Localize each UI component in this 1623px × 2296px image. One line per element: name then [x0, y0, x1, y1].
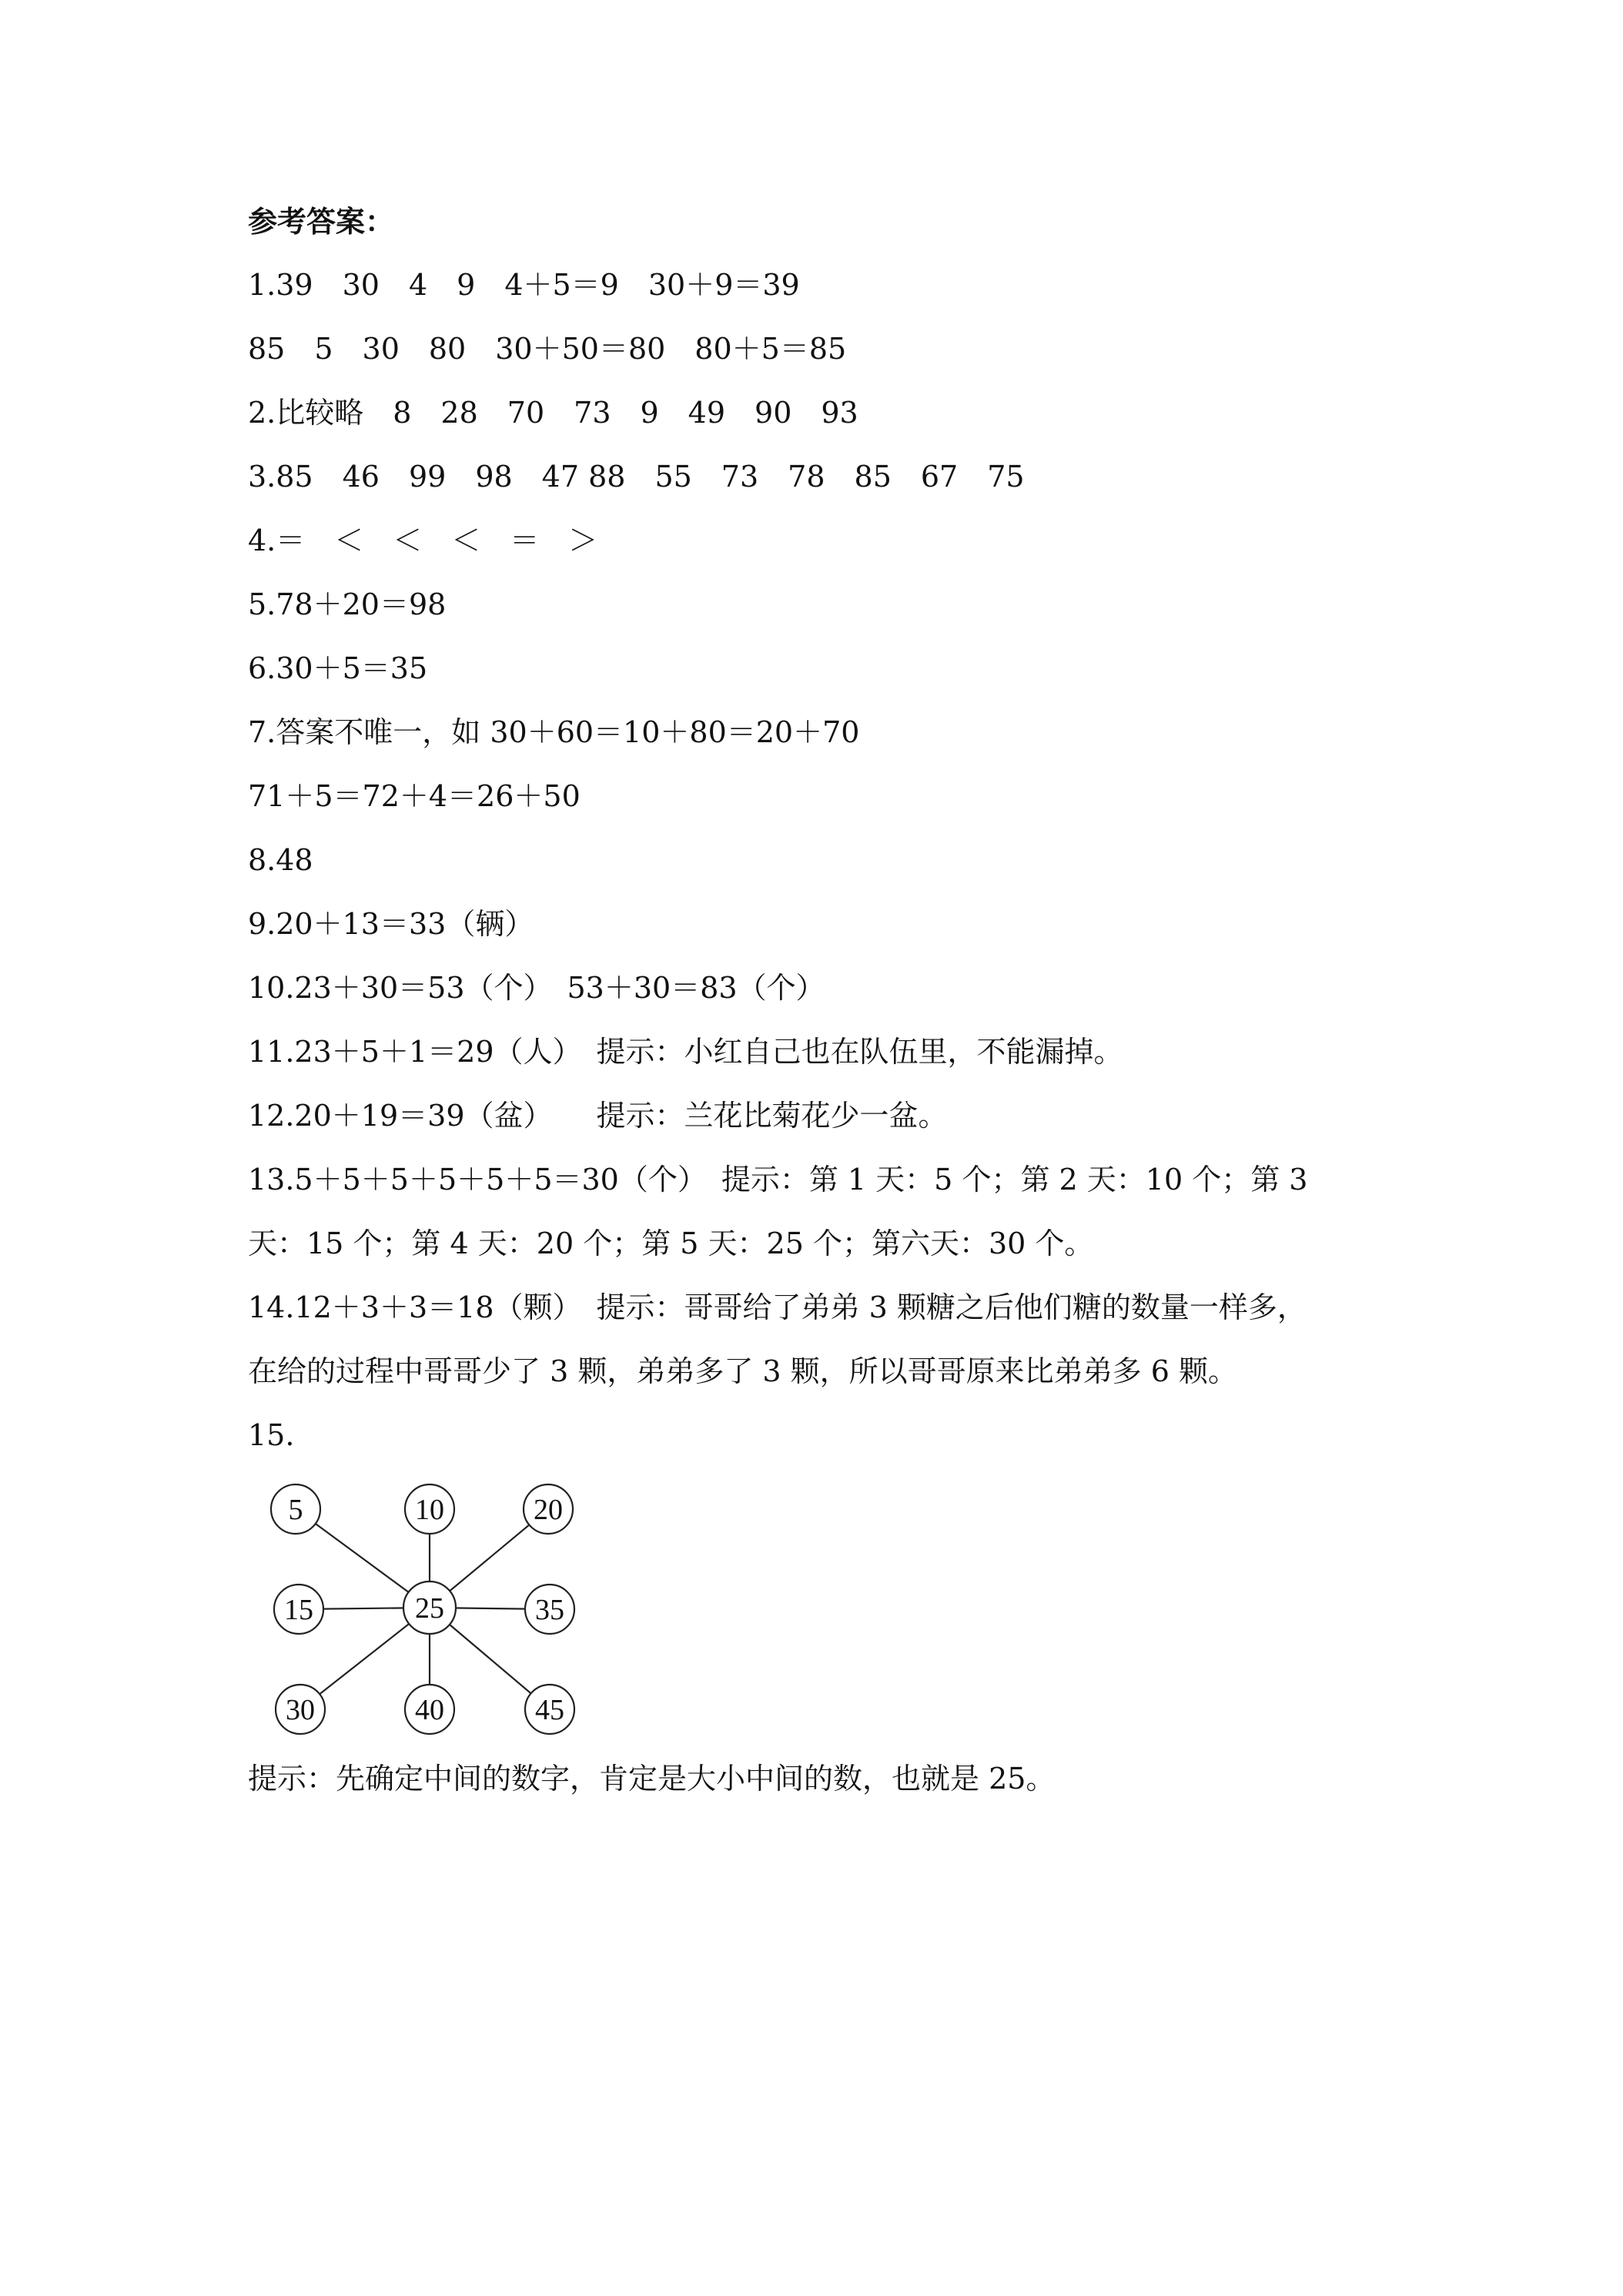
answer-line-2: 85 5 30 80 30＋50＝80 80＋5＝85	[248, 332, 847, 366]
answer-line-6: 5.78＋20＝98	[248, 587, 447, 621]
answer-line-17: 14.12＋3＋3＝18（颗） 提示：哥哥给了弟弟 3 颗糖之后他们糖的数量一样多，	[248, 1290, 1307, 1324]
node-label-10: 10	[415, 1494, 444, 1526]
answer-line-1: 1.39 30 4 9 4＋5＝9 30＋9＝39	[248, 268, 800, 302]
number-star-diagram	[248, 1463, 587, 1740]
answer-line-5: 4.＝ ＜ ＜ ＜ ＝ ＞	[248, 524, 598, 557]
answer-line-15: 13.5＋5＋5＋5＋5＋5＝30（个） 提示：第 1 天：5 个；第 2 天：10 个；第 3	[248, 1163, 1308, 1197]
node-label-5: 5	[288, 1494, 303, 1526]
answer-line-12: 10.23＋30＝53（个） 53＋30＝83（个）	[248, 971, 825, 1005]
answer-line-10: 8.48	[248, 843, 313, 877]
diagram-hint: 提示：先确定中间的数字，肯定是大小中间的数，也就是 25。	[248, 1762, 1056, 1796]
node-label-35: 35	[535, 1594, 564, 1626]
node-label-20: 20	[534, 1494, 563, 1526]
answer-line-13: 11.23＋5＋1＝29（人） 提示：小红自己也在队伍里，不能漏掉。	[248, 1035, 1123, 1069]
answer-line-11: 9.20＋13＝33（辆）	[248, 907, 534, 941]
answer-line-8: 7.答案不唯一，如 30＋60＝10＋80＝20＋70	[248, 715, 860, 749]
node-label-45: 45	[535, 1694, 564, 1726]
page-heading: 参考答案：	[248, 204, 395, 239]
answer-line-4: 3.85 46 99 98 47 88 55 73 78 85 67 75	[248, 460, 1025, 494]
node-label-15: 15	[284, 1594, 313, 1626]
answer-line-3: 2.比较略 8 28 70 73 9 49 90 93	[248, 396, 858, 430]
answer-line-7: 6.30＋5＝35	[248, 651, 428, 685]
answer-line-14: 12.20＋19＝39（盆） 提示：兰花比菊花少一盆。	[248, 1099, 948, 1133]
node-label-40: 40	[415, 1694, 444, 1726]
answer-line-16: 天：15 个；第 4 天：20 个；第 5 天：25 个；第六天：30 个。	[248, 1227, 1094, 1260]
answer-line-9: 71＋5＝72＋4＝26＋50	[248, 779, 581, 813]
node-label-30: 30	[286, 1694, 315, 1726]
answer-line-19: 15.	[248, 1418, 295, 1452]
answer-line-18: 在给的过程中哥哥少了 3 颗，弟弟多了 3 颗，所以哥哥原来比弟弟多 6 颗。	[248, 1354, 1238, 1388]
center-node-label: 25	[415, 1592, 444, 1625]
